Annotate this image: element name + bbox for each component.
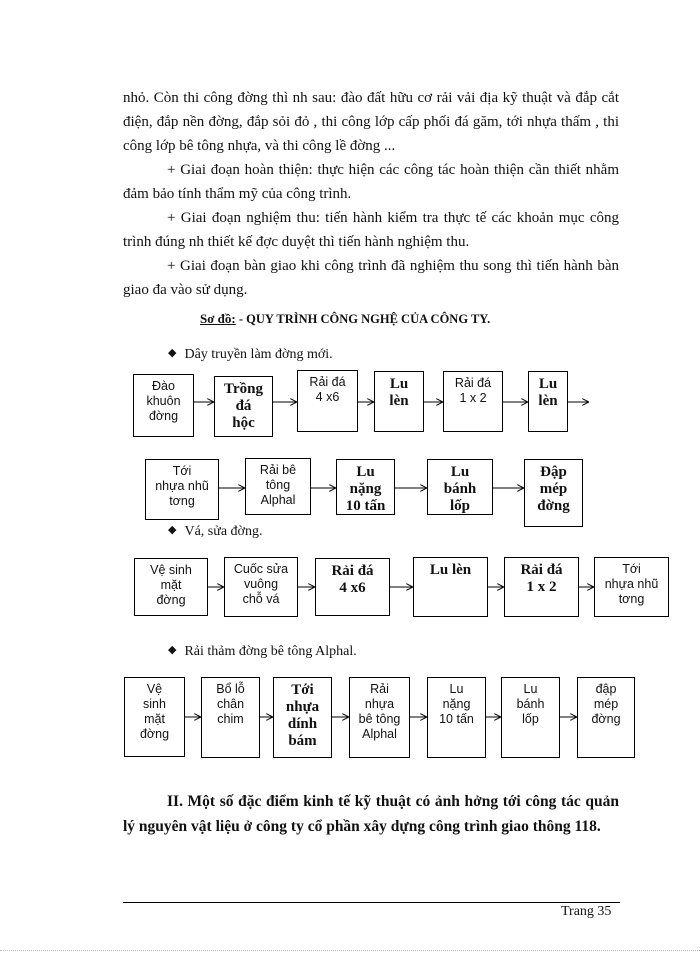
process-box: Tới nhựa nhũ tơng bbox=[594, 557, 669, 617]
process-box: Lu bánh lốp bbox=[427, 459, 493, 515]
process-box: đập mép đờng bbox=[577, 677, 635, 758]
process-box: Trồng đá hộc bbox=[214, 376, 273, 437]
diagram-title bbox=[200, 311, 490, 327]
footer-divider bbox=[123, 902, 620, 903]
process-box: Lu nặng 10 tấn bbox=[427, 677, 486, 758]
paragraph-handover-phase: + Giai đoạn bàn giao khi công trình đã nghiệm thu song thì tiến hành bàn giao đa vào sử dụng. bbox=[123, 258, 619, 298]
process-box: Lu nặng 10 tấn bbox=[336, 459, 395, 515]
section-title: Rải thảm đờng bê tông Alphal. bbox=[184, 644, 357, 659]
process-box: Lu lèn bbox=[374, 371, 424, 432]
process-box: Đập mép đờng bbox=[524, 459, 583, 527]
paragraph-acceptance-phase: + Giai đoạn nghiệm thu: tiến hành kiểm tra thực tế các khoản mục công trình đúng nh thiết kế đợc duyệt thì tiến hành nghiệm thu. bbox=[123, 210, 619, 250]
diagram-label: Sơ đồ: bbox=[200, 311, 236, 326]
process-box: Lu lèn bbox=[413, 557, 488, 617]
diamond-bullet-icon: ◆ bbox=[168, 347, 177, 359]
diamond-bullet-icon: ◆ bbox=[168, 524, 177, 536]
process-box: Lu bánh lốp bbox=[501, 677, 560, 758]
process-box: Tới nhựa dính bám bbox=[273, 677, 332, 758]
section-title: Vá, sửa đờng. bbox=[184, 524, 263, 539]
process-box: Đào khuôn đờng bbox=[133, 374, 194, 437]
process-box: Vệ sinh mặt đờng bbox=[124, 677, 185, 757]
section-new-road bbox=[168, 346, 333, 363]
section-road-repair bbox=[168, 523, 262, 540]
paragraph-construction-steps: nhỏ. Còn thi công đờng thì nh sau: đào đất hữu cơ rải vải địa kỹ thuật và đắp cắt điện, đắp nền đờng, đắp sỏi đỏ , thi công lớp cấp phối đá găm, tới nhựa thấm , thi công lớp bê tông nhựa, và thi công lề đờng ... bbox=[123, 90, 619, 154]
process-box: Rải đá 1 x 2 bbox=[504, 557, 579, 617]
process-box: Rải bê tông Alphal bbox=[245, 458, 311, 515]
section-alphal-paving bbox=[168, 643, 357, 660]
paragraph-completion-phase: + Giai đoạn hoàn thiện: thực hiện các công tác hoàn thiện cần thiết nhằm đảm bảo tính thẩm mỹ của công trình. bbox=[123, 162, 619, 202]
process-box: Bổ lỗ chân chim bbox=[201, 677, 260, 758]
process-box: Rải nhựa bê tông Alphal bbox=[349, 677, 410, 758]
process-box: Cuốc sửa vuông chỗ vá bbox=[224, 557, 298, 617]
process-box: Rải đá 4 x6 bbox=[297, 370, 358, 432]
process-box: Vệ sinh mặt đờng bbox=[134, 558, 208, 616]
diagram-title-text: - QUY TRÌNH CÔNG NGHỆ CỦA CÔNG TY. bbox=[235, 312, 491, 326]
process-box: Rải đá 1 x 2 bbox=[443, 371, 503, 432]
page-number: Trang 35 bbox=[561, 904, 612, 919]
page-bottom-border bbox=[0, 950, 700, 951]
diamond-bullet-icon: ◆ bbox=[168, 644, 177, 656]
section-heading: II. Một số đặc điểm kinh tế kỹ thuật có ảnh hởng tới công tác quản lý nguyên vật liệu ở công ty cổ phần xây dựng công trình giao thông 118. bbox=[123, 793, 619, 835]
section-title: Dây truyền làm đờng mới. bbox=[184, 347, 333, 362]
process-box: Tới nhựa nhũ tơng bbox=[145, 459, 219, 520]
process-box: Lu lèn bbox=[528, 371, 568, 432]
process-box: Rải đá 4 x6 bbox=[315, 558, 390, 616]
